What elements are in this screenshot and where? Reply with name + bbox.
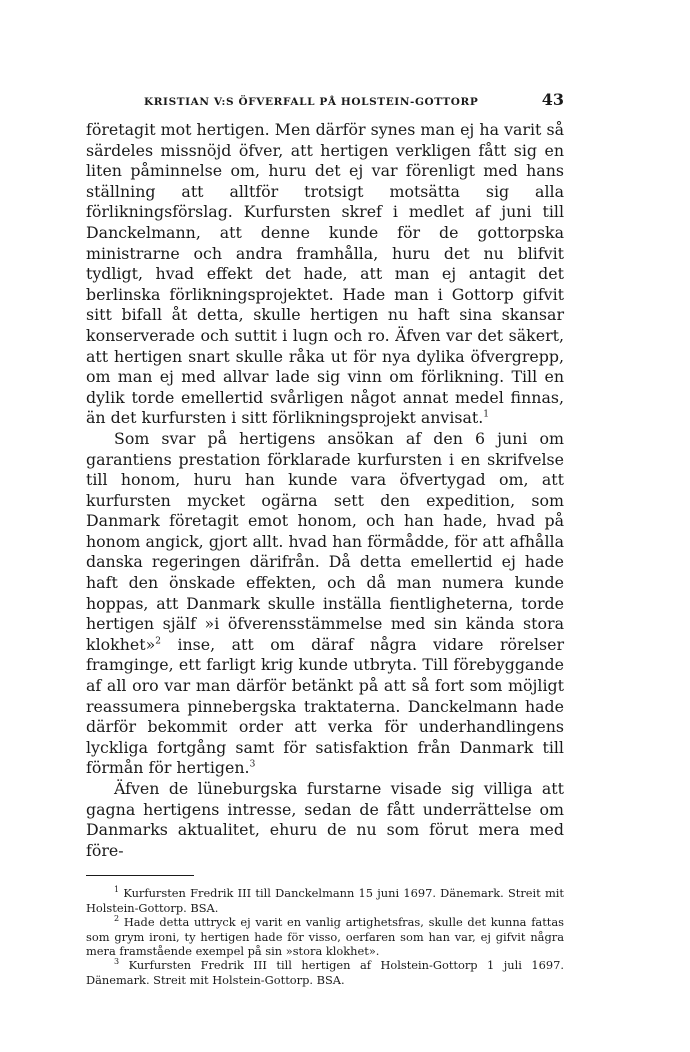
main-text xyxy=(86,120,564,861)
footnote-divider xyxy=(86,875,194,876)
paragraph-1 xyxy=(86,120,564,429)
footnote-3-marker: 3 xyxy=(114,957,120,967)
footnote-1-marker: 1 xyxy=(114,885,120,895)
paragraph-3 xyxy=(86,779,564,861)
paragraph-2 xyxy=(86,429,564,779)
footnote-1 xyxy=(86,886,564,915)
paragraph-1-text: företagit mot hertigen. Men därför synes man ej ha varit så särdeles missnöjd öfver, att hertigen verkligen fått sig en liten påminnelse om, huru det ej var förenligt med hans ställning att alltför trotsigt motsätta sig alla förlikningsförslag. Kurfursten skref i medlet af juni till Danckelmann, att denne kunde för de gottorpska ministrarne och andra framhålla, huru det nu blifvit tydligt, hvad effekt det hade, att man ej antagit det berlinska förlikningsprojektet. Hade man i Gottorp gifvit sitt bifall åt detta, skulle hertigen nu haft sina skansar konserverade och suttit i lugn och ro. Äfven var det säkert, att hertigen snart skulle råka ut för nya dylika öfvergrepp, om man ej med allvar lade sig vinn om förlikning. Till en dylik torde emellertid svårligen något annat medel finnas, än det kurfursten i sitt förlikningsprojekt anvisat. xyxy=(86,120,564,428)
footnote-ref-1: 1 xyxy=(483,410,490,421)
footnote-1-text: Kurfursten Fredrik III till Danckelmann 15 juni 1697. Dänemark. Streit mit Holstein-Gottorp. BSA. xyxy=(86,886,564,915)
footnote-ref-2: 2 xyxy=(155,636,161,647)
paragraph-3-text: Äfven de lüneburgska furstarne visade sig villiga att gagna hertigens intresse, sedan de fått underrättelse om Danmarks aktualitet, ehuru de nu som förut mera med före- xyxy=(86,779,564,860)
footnote-2-text: Hade detta uttryck ej varit en vanlig artighetsfras, skulle det kunna fattas som grym ironi, ty hertigen hade för visso, oerfaren som han var, ej gifvit några mera framstående exempel på sin »stora klokhet». xyxy=(86,915,565,958)
paragraph-2-text-b: inse, att om däraf några vidare rörelser framginge, ett farligt krig kunde utbryta. Till förebyggande af all oro var man därför betänkt på att så fort som möjligt reassumera pinnebergska traktaterna. Danckelmann hade därför bekommit order att verka för underhandlingens lyckliga fortgång samt för satisfaktion från Danmark till förmån för hertigen. xyxy=(86,634,564,778)
paragraph-2-text-a: Som svar på hertigens ansökan af den 6 juni om garantiens prestation förklarade kurfursten i en skrifvelse till honom, huru han kunde vara öfvertygad om, att kurfursten mycket ogärna sett den expedition, som Danmark företagit emot honom, och han hade, hvad på honom angick, gjort allt. hvad han förmådde, för att afhålla danska regeringen därifrån. Då detta emellertid ej hade haft den önskade effekten, och då man numera kunde hoppas, att Danmark skulle inställa fientligheterna, torde hertigen själf »i öfverensstämmelse med sin kända stora klokhet» xyxy=(86,428,564,654)
page-number: 43 xyxy=(541,90,564,109)
book-page xyxy=(86,88,564,987)
footnote-3 xyxy=(86,958,564,987)
footnote-ref-3: 3 xyxy=(249,760,256,771)
footnote-2 xyxy=(86,915,564,958)
footnote-2-marker: 2 xyxy=(114,914,120,924)
footnote-3-text: Kurfursten Fredrik III till hertigen af Holstein-Gottorp 1 juli 1697. Dänemark. Streit mit Holstein-Gottorp. BSA. xyxy=(86,958,565,987)
running-header xyxy=(86,88,564,114)
running-title: KRISTIAN V:S ÖFVERFALL PÅ HOLSTEIN-GOTTORP xyxy=(144,96,479,108)
footnotes xyxy=(86,886,564,987)
